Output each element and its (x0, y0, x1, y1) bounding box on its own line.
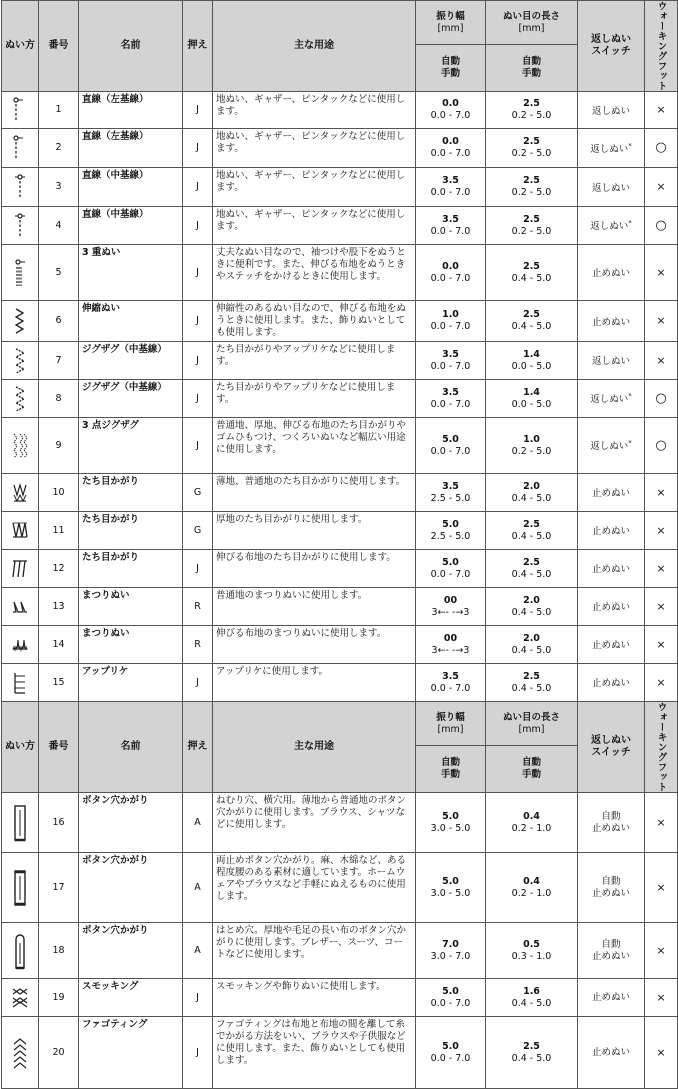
walking-foot-flag: ○ (645, 418, 678, 474)
stitch-width: 0.0 0.0 - 7.0 (416, 129, 486, 168)
stitch-width: 5.0 2.5 - 5.0 (416, 512, 486, 550)
presser-foot: J (183, 1017, 213, 1089)
stitch-number: 16 (39, 793, 79, 853)
table-row (2, 245, 678, 301)
table-row (2, 979, 678, 1017)
stitch-length: 0.5 0.3 - 1.0 (486, 923, 578, 979)
walking-foot-flag: × (645, 168, 678, 207)
col-header-stitch: ぬい方 (2, 702, 39, 793)
reverse-switch: 止めぬい (578, 550, 645, 588)
stitch-number: 13 (39, 588, 79, 626)
col-header-number: 番号 (39, 1, 79, 92)
col-header-walking-foot: ウォーキングフット (645, 1, 678, 92)
stitch-use: アップリケに使用します。 (213, 664, 416, 702)
stitch-width: 3.5 0.0 - 7.0 (416, 380, 486, 418)
overcast-stretch-stitch-icon (2, 550, 39, 588)
presser-foot: J (183, 301, 213, 342)
stretch-stitch-icon (2, 301, 39, 342)
stitch-width: 00 3←- -→3 (416, 626, 486, 664)
stitch-use: 地ぬい、ギャザー、ピンタックなどに使用します。 (213, 92, 416, 129)
stitch-length: 2.5 0.2 - 5.0 (486, 207, 578, 245)
stitch-use: 丈夫なぬい目なので、袖つけや股下をぬうときに便利です。また、伸びる布地をぬうときやステッチをかけるときに使用します。 (213, 245, 416, 301)
table-row (2, 418, 678, 474)
presser-foot: J (183, 207, 213, 245)
stitch-number: 19 (39, 979, 79, 1017)
stitch-name: 直線（中基線） (79, 207, 183, 245)
walking-foot-flag: × (645, 92, 678, 129)
stitch-length: 2.5 0.2 - 5.0 (486, 92, 578, 129)
table-row (2, 92, 678, 129)
three-point-zigzag-icon (2, 418, 39, 474)
stitch-number: 3 (39, 168, 79, 207)
col-header-width: 振り幅 [mm] (416, 1, 486, 45)
stitch-name: ジグザグ（中基線） (79, 342, 183, 380)
stitch-use: 地ぬい、ギャザー、ピンタックなどに使用します。 (213, 168, 416, 207)
stitch-name: たち目かがり (79, 512, 183, 550)
stitch-table (1, 0, 678, 1089)
stitch-length: 2.5 0.4 - 5.0 (486, 245, 578, 301)
stitch-number: 7 (39, 342, 79, 380)
stitch-number: 12 (39, 550, 79, 588)
stitch-use: 伸びる布地のまつりぬいに使用します。 (213, 626, 416, 664)
walking-foot-flag: × (645, 301, 678, 342)
table-row (2, 1017, 678, 1089)
walking-foot-flag: × (645, 245, 678, 301)
stitch-use: 薄地、普通地のたち目かがりに使用します。 (213, 474, 416, 512)
walking-foot-flag: ○ (645, 207, 678, 245)
straight-middle-stitch-icon (2, 207, 39, 245)
presser-foot: G (183, 474, 213, 512)
stitch-number: 18 (39, 923, 79, 979)
table-row (2, 793, 678, 853)
reverse-switch: 自動 止めぬい (578, 923, 645, 979)
presser-foot: A (183, 793, 213, 853)
col-header-foot: 押え (183, 1, 213, 92)
stitch-name: まつりぬい (79, 588, 183, 626)
zigzag-stitch-icon (2, 342, 39, 380)
table-row (2, 512, 678, 550)
col-header-width-mode: 自動 手動 (416, 746, 486, 793)
table-row (2, 923, 678, 979)
stitch-use: 厚地のたち目かがりに使用します。 (213, 512, 416, 550)
table-row (2, 664, 678, 702)
presser-foot: J (183, 550, 213, 588)
stitch-use: 普通地のまつりぬいに使用します。 (213, 588, 416, 626)
stitch-number: 4 (39, 207, 79, 245)
stitch-use: 地ぬい、ギャザー、ピンタックなどに使用します。 (213, 129, 416, 168)
applique-stitch-icon (2, 664, 39, 702)
stitch-length: 2.5 0.2 - 5.0 (486, 168, 578, 207)
col-header-stitch: ぬい方 (2, 1, 39, 92)
walking-foot-flag: × (645, 550, 678, 588)
stitch-number: 6 (39, 301, 79, 342)
col-header-name: 名前 (79, 1, 183, 92)
stitch-length: 0.4 0.2 - 1.0 (486, 853, 578, 923)
stitch-length: 2.5 0.4 - 5.0 (486, 1017, 578, 1089)
col-header-foot: 押え (183, 702, 213, 793)
reverse-switch: 自動 止めぬい (578, 853, 645, 923)
stitch-length: 0.4 0.2 - 1.0 (486, 793, 578, 853)
stitch-length: 2.5 0.4 - 5.0 (486, 512, 578, 550)
table-row (2, 342, 678, 380)
stitch-name: 直線（左基線） (79, 129, 183, 168)
stitch-name: 3 点ジグザグ (79, 418, 183, 474)
stitch-name: 3 重ぬい (79, 245, 183, 301)
stitch-length: 2.5 0.2 - 5.0 (486, 129, 578, 168)
walking-foot-flag: × (645, 979, 678, 1017)
reverse-switch: 止めぬい (578, 588, 645, 626)
straight-left-stitch-icon (2, 92, 39, 129)
stitch-number: 14 (39, 626, 79, 664)
stitch-name: 伸縮ぬい (79, 301, 183, 342)
stitch-number: 9 (39, 418, 79, 474)
walking-foot-flag: ○ (645, 380, 678, 418)
stitch-width: 3.5 0.0 - 7.0 (416, 664, 486, 702)
col-header-width: 振り幅 [mm] (416, 702, 486, 746)
stitch-number: 17 (39, 853, 79, 923)
col-header-walking-foot: ウォーキングフット (645, 702, 678, 793)
col-header-reverse: 返しぬい スイッチ (578, 702, 645, 793)
straight-middle-stitch-icon (2, 168, 39, 207)
stitch-name: まつりぬい (79, 626, 183, 664)
reverse-switch: 止めぬい (578, 512, 645, 550)
reverse-switch: 止めぬい (578, 245, 645, 301)
stitch-name: ジグザグ（中基線） (79, 380, 183, 418)
table-row (2, 853, 678, 923)
stitch-use: スモッキングや飾りぬいに使用します。 (213, 979, 416, 1017)
presser-foot: J (183, 245, 213, 301)
fagoting-stitch-icon (2, 1017, 39, 1089)
stitch-number: 1 (39, 92, 79, 129)
stitch-width: 00 3←- -→3 (416, 588, 486, 626)
reverse-switch: 止めぬい (578, 474, 645, 512)
table-row (2, 129, 678, 168)
stitch-width: 7.0 3.0 - 7.0 (416, 923, 486, 979)
stitch-width: 1.0 0.0 - 7.0 (416, 301, 486, 342)
stitch-length: 2.5 0.4 - 5.0 (486, 301, 578, 342)
walking-foot-flag: × (645, 853, 678, 923)
blind-hem-stitch-icon (2, 588, 39, 626)
presser-foot: A (183, 853, 213, 923)
col-header-use: 主な用途 (213, 702, 416, 793)
stitch-use: 伸縮性のあるぬい目なので、伸びる布地をぬうときに使用します。また、飾りぬいとしても使用します。 (213, 301, 416, 342)
stitch-length: 1.4 0.0 - 5.0 (486, 342, 578, 380)
col-header-length: ぬい目の長さ [mm] (486, 1, 578, 45)
reverse-switch: 返しぬい (578, 92, 645, 129)
walking-foot-flag: × (645, 342, 678, 380)
stitch-number: 5 (39, 245, 79, 301)
presser-foot: J (183, 92, 213, 129)
stitch-width: 5.0 3.0 - 5.0 (416, 793, 486, 853)
straight-left-stitch-icon (2, 129, 39, 168)
reverse-switch: 止めぬい (578, 626, 645, 664)
stitch-number: 11 (39, 512, 79, 550)
stitch-name: たち目かがり (79, 550, 183, 588)
buttonhole-narrow-icon (2, 793, 39, 853)
col-header-length-mode: 自動 手動 (486, 45, 578, 92)
stitch-name: 直線（中基線） (79, 168, 183, 207)
stitch-number: 15 (39, 664, 79, 702)
reverse-switch: 返しぬい (578, 168, 645, 207)
stitch-name: ボタン穴かがり (79, 853, 183, 923)
walking-foot-flag: × (645, 664, 678, 702)
presser-foot: J (183, 979, 213, 1017)
walking-foot-flag: × (645, 512, 678, 550)
walking-foot-flag: ○ (645, 129, 678, 168)
stitch-number: 8 (39, 380, 79, 418)
presser-foot: A (183, 923, 213, 979)
stitch-length: 1.4 0.0 - 5.0 (486, 380, 578, 418)
reverse-switch: 自動 止めぬい (578, 793, 645, 853)
presser-foot: J (183, 168, 213, 207)
stitch-width: 3.5 2.5 - 5.0 (416, 474, 486, 512)
table-row (2, 626, 678, 664)
stitch-use: 地ぬい、ギャザー、ピンタックなどに使用します。 (213, 207, 416, 245)
presser-foot: J (183, 129, 213, 168)
col-header-length: ぬい目の長さ [mm] (486, 702, 578, 746)
col-header-number: 番号 (39, 702, 79, 793)
stitch-name: アップリケ (79, 664, 183, 702)
stitch-use: たち目かがりやアップリケなどに使用します。 (213, 342, 416, 380)
stitch-name: 直線（左基線） (79, 92, 183, 129)
stitch-width: 0.0 0.0 - 7.0 (416, 92, 486, 129)
stitch-width: 5.0 0.0 - 7.0 (416, 979, 486, 1017)
presser-foot: R (183, 588, 213, 626)
presser-foot: J (183, 342, 213, 380)
walking-foot-flag: × (645, 793, 678, 853)
stitch-use: はとめ穴。厚地や毛足の長い布のボタン穴かがりに使用します。ブレザー、スーツ、コートなどに使用します。 (213, 923, 416, 979)
stitch-length: 1.6 0.4 - 5.0 (486, 979, 578, 1017)
col-header-length-mode: 自動 手動 (486, 746, 578, 793)
stitch-width: 3.5 0.0 - 7.0 (416, 342, 486, 380)
reverse-switch: 止めぬい (578, 664, 645, 702)
stitch-width: 5.0 0.0 - 7.0 (416, 550, 486, 588)
overcast-heavy-stitch-icon (2, 512, 39, 550)
presser-foot: R (183, 626, 213, 664)
col-header-use: 主な用途 (213, 1, 416, 92)
presser-foot: G (183, 512, 213, 550)
col-header-reverse: 返しぬい スイッチ (578, 1, 645, 92)
stitch-length: 1.0 0.2 - 5.0 (486, 418, 578, 474)
buttonhole-bartack-icon (2, 853, 39, 923)
stitch-use: たち目かがりやアップリケなどに使用します。 (213, 380, 416, 418)
stitch-number: 10 (39, 474, 79, 512)
stitch-width: 3.5 0.0 - 7.0 (416, 168, 486, 207)
stitch-length: 2.5 0.4 - 5.0 (486, 550, 578, 588)
buttonhole-keyhole-icon (2, 923, 39, 979)
col-header-width-mode: 自動 手動 (416, 45, 486, 92)
col-header-name: 名前 (79, 702, 183, 793)
walking-foot-flag: × (645, 626, 678, 664)
reverse-switch: 止めぬい (578, 301, 645, 342)
stitch-width: 5.0 0.0 - 7.0 (416, 418, 486, 474)
stitch-length: 2.5 0.4 - 5.0 (486, 664, 578, 702)
stitch-name: ボタン穴かがり (79, 923, 183, 979)
table-row (2, 207, 678, 245)
walking-foot-flag: × (645, 474, 678, 512)
smocking-stitch-icon (2, 979, 39, 1017)
stitch-use: 両止めボタン穴かがり。麻、木綿など、ある程度腰のある素材に適しています。ホームウェアやブラウスなど手軽にぬえるものに使用します。 (213, 853, 416, 923)
presser-foot: J (183, 418, 213, 474)
stitch-use: 伸びる布地のたち目かがりに使用します。 (213, 550, 416, 588)
stitch-length: 2.0 0.4 - 5.0 (486, 626, 578, 664)
table-row (2, 168, 678, 207)
stitch-length: 2.0 0.4 - 5.0 (486, 474, 578, 512)
presser-foot: J (183, 664, 213, 702)
table-row (2, 301, 678, 342)
reverse-switch: 返しぬい* (578, 129, 645, 168)
presser-foot: J (183, 380, 213, 418)
stitch-use: ねむり穴、横穴用。薄地から普通地のボタン穴かがりに使用します。ブラウス、シャツなどに使用します。 (213, 793, 416, 853)
walking-foot-flag: × (645, 1017, 678, 1089)
stitch-name: ボタン穴かがり (79, 793, 183, 853)
stitch-width: 3.5 0.0 - 7.0 (416, 207, 486, 245)
walking-foot-flag: × (645, 588, 678, 626)
stitch-number: 20 (39, 1017, 79, 1089)
overcast-stitch-icon (2, 474, 39, 512)
reverse-switch: 止めぬい (578, 979, 645, 1017)
reverse-switch: 返しぬい* (578, 207, 645, 245)
stitch-length: 2.0 0.4 - 5.0 (486, 588, 578, 626)
stitch-name: たち目かがり (79, 474, 183, 512)
zigzag-stitch-icon (2, 380, 39, 418)
stitch-width: 0.0 0.0 - 7.0 (416, 245, 486, 301)
walking-foot-flag: × (645, 923, 678, 979)
table-row (2, 474, 678, 512)
reverse-switch: 返しぬい (578, 342, 645, 380)
blind-hem-stretch-stitch-icon (2, 626, 39, 664)
reverse-switch: 止めぬい (578, 1017, 645, 1089)
stitch-use: 普通地、厚地、伸びる布地のたち目かがりやゴムひもつけ、つくろいぬいなど幅広い用途に使用します。 (213, 418, 416, 474)
reverse-switch: 返しぬい* (578, 418, 645, 474)
stitch-name: スモッキング (79, 979, 183, 1017)
table-row (2, 588, 678, 626)
stitch-use: ファゴティングは布地と布地の間を離して糸でかがる方法をいい、ブラウスや子供服などに使用します。また、飾りぬいとしても使用します。 (213, 1017, 416, 1089)
triple-stitch-icon (2, 245, 39, 301)
reverse-switch: 返しぬい* (578, 380, 645, 418)
stitch-number: 2 (39, 129, 79, 168)
stitch-width: 5.0 3.0 - 5.0 (416, 853, 486, 923)
table-row (2, 380, 678, 418)
stitch-width: 5.0 0.0 - 7.0 (416, 1017, 486, 1089)
stitch-name: ファゴティング (79, 1017, 183, 1089)
table-row (2, 550, 678, 588)
